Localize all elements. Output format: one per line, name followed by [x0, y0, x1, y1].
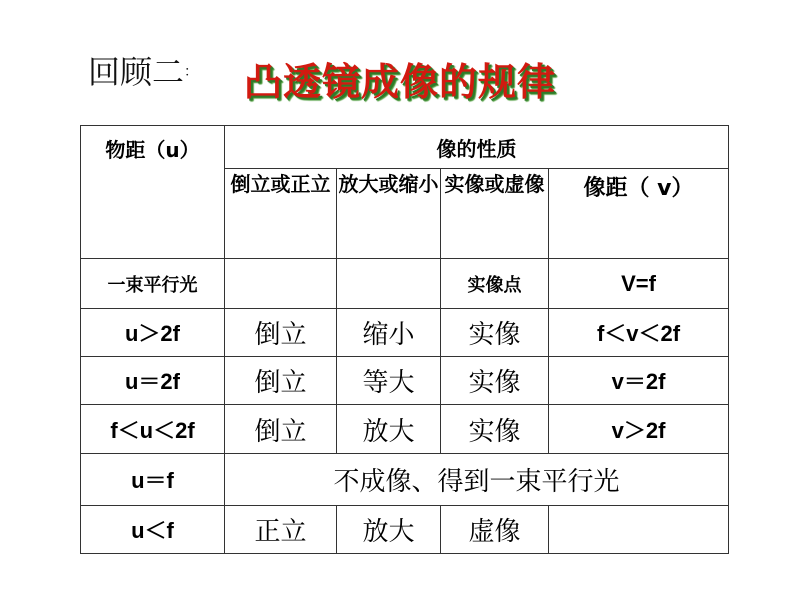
page-title: 凸透镜成像的规律: [244, 60, 557, 104]
cell-image-type: 实像点: [441, 259, 549, 309]
cell-object-distance: u＜f: [81, 506, 225, 554]
cell-orientation: 倒立: [225, 309, 337, 357]
cell-object-distance: f＜u＜2f: [81, 405, 225, 454]
cell-size: 缩小: [337, 309, 441, 357]
header-object-distance: 物距（u）: [81, 126, 225, 259]
cell-size: 放大: [337, 405, 441, 454]
cell-merged-result: 不成像、得到一束平行光: [225, 454, 729, 506]
cell-image-type: 实像: [441, 309, 549, 357]
cell-orientation: [225, 259, 337, 309]
cell-object-distance: u＝f: [81, 454, 225, 506]
cell-orientation: 倒立: [225, 357, 337, 405]
table-row: [81, 405, 729, 454]
cell-image-distance: v＞2f: [549, 405, 729, 454]
table-row: [81, 259, 729, 309]
subheader-size: 放大或缩小: [337, 169, 441, 259]
cell-object-distance: u＝2f: [81, 357, 225, 405]
table-header-row: [81, 126, 729, 169]
cell-image-type: 实像: [441, 357, 549, 405]
cell-image-distance: v＝2f: [549, 357, 729, 405]
cell-orientation: 正立: [225, 506, 337, 554]
table-row: [81, 454, 729, 506]
table-row: [81, 506, 729, 554]
subheader-orientation: 倒立或正立: [225, 169, 337, 259]
table-row: [81, 357, 729, 405]
cell-image-type: 虚像: [441, 506, 549, 554]
heading-prefix: [88, 52, 198, 92]
subheader-real-virtual: 实像或虚像: [441, 169, 549, 259]
cell-image-type: 实像: [441, 405, 549, 454]
heading-prefix-text: 回顾二: [88, 53, 185, 91]
cell-size: 等大: [337, 357, 441, 405]
subheader-image-distance: 像距（ v）: [549, 169, 729, 259]
lens-imaging-table: [80, 125, 729, 554]
cell-image-distance: V=f: [549, 259, 729, 309]
cell-image-distance: f＜v＜2f: [549, 309, 729, 357]
heading-colon: ：: [184, 64, 199, 80]
cell-size: [337, 259, 441, 309]
cell-object-distance: 一束平行光: [81, 259, 225, 309]
cell-image-distance: [549, 506, 729, 554]
header-image-nature: 像的性质: [225, 126, 729, 169]
cell-size: 放大: [337, 506, 441, 554]
cell-orientation: 倒立: [225, 405, 337, 454]
cell-object-distance: u＞2f: [81, 309, 225, 357]
table-row: [81, 309, 729, 357]
